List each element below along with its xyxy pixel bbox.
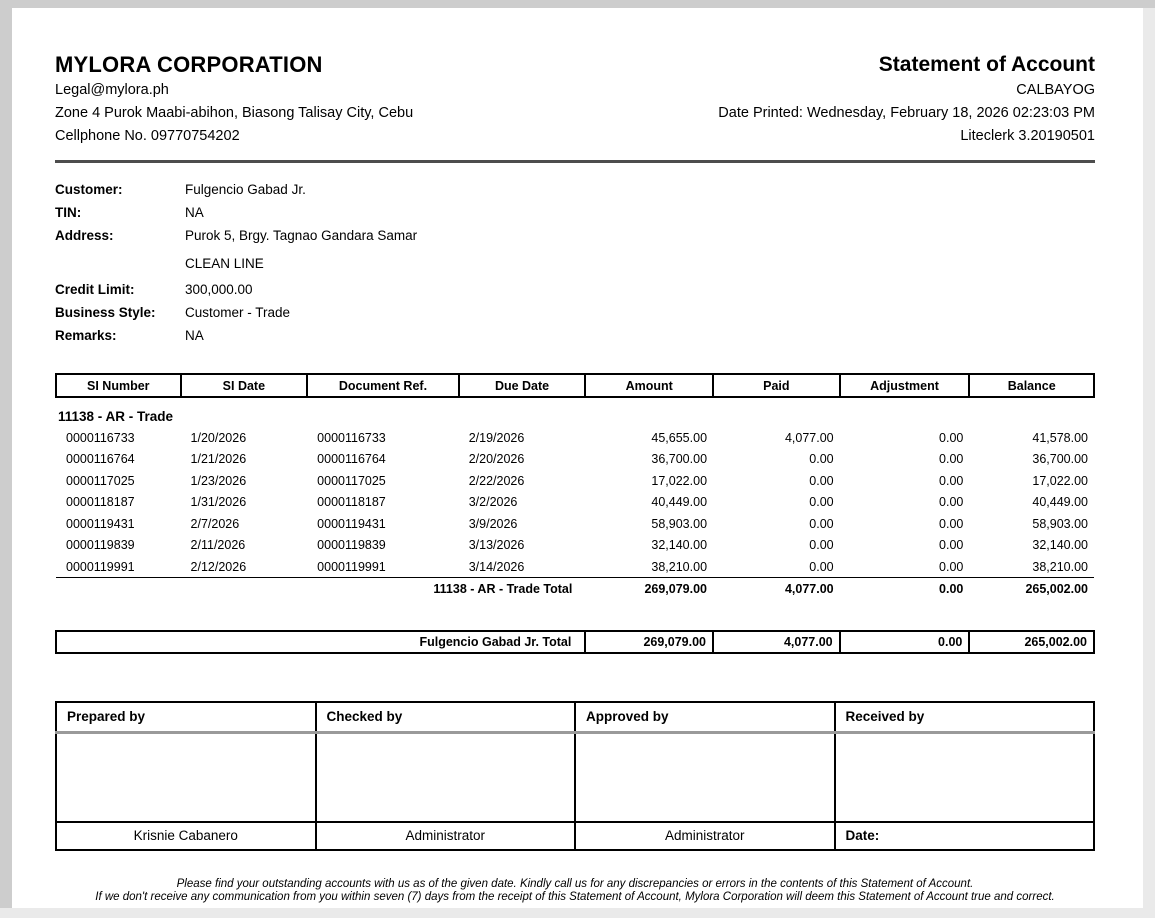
cell-amount: 38,210.00 xyxy=(651,559,708,574)
cell-due-date: 3/9/2026 xyxy=(468,516,518,531)
customer-info-block xyxy=(55,180,1095,346)
report-title: Statement of Account xyxy=(878,53,1095,76)
customer-total-paid: 4,077.00 xyxy=(713,631,840,653)
footer-line-1: Please find your outstanding accounts with us as of the given date. Kindly call us for any discrepancies or errors in the contents of this Statement of Account. xyxy=(176,877,974,890)
cell-si-date: 2/11/2026 xyxy=(190,538,246,553)
cell-adjustment: 0.00 xyxy=(939,473,964,488)
cell-balance: 36,700.00 xyxy=(1032,452,1088,467)
cell-due-date: 3/14/2026 xyxy=(468,559,525,574)
cell-paid: 0.00 xyxy=(809,495,834,510)
prepared-by-header: Prepared by xyxy=(56,702,316,733)
group-total-row xyxy=(56,578,1094,601)
address-label: Address: xyxy=(55,228,114,243)
col-header-amount: Amount xyxy=(585,374,713,397)
group-total-label: 11138 - AR - Trade Total xyxy=(56,578,585,601)
cell-si-date: 2/7/2026 xyxy=(190,516,240,531)
customer-total-row xyxy=(56,631,1094,653)
cell-balance: 40,449.00 xyxy=(1032,495,1088,510)
company-address: Zone 4 Purok Maabi-abihon, Biasong Talisay City, Cebu xyxy=(55,105,414,121)
credit-limit-row xyxy=(55,280,1095,300)
remarks-row xyxy=(55,326,1095,346)
report-date-printed: Date Printed: Wednesday, February 18, 2026 02:23:03 PM xyxy=(718,105,1095,121)
spacer-row xyxy=(56,601,1094,631)
cell-document-ref: 0000116764 xyxy=(317,452,386,467)
customer-total-label: Fulgencio Gabad Jr. Total xyxy=(56,631,585,653)
cell-adjustment: 0.00 xyxy=(939,538,964,553)
cell-paid: 4,077.00 xyxy=(784,430,834,445)
signature-space-row xyxy=(56,733,1094,822)
cell-si-date: 1/20/2026 xyxy=(190,430,247,445)
checked-by-signature-area xyxy=(316,733,576,822)
cell-balance: 41,578.00 xyxy=(1032,430,1088,445)
cell-balance: 32,140.00 xyxy=(1032,538,1088,553)
group-label-row xyxy=(56,397,1094,427)
cell-adjustment: 0.00 xyxy=(939,452,964,467)
cell-due-date: 3/13/2026 xyxy=(468,538,525,553)
cell-balance: 38,210.00 xyxy=(1032,559,1088,574)
business-style-value: Customer - Trade xyxy=(185,305,291,320)
table-row xyxy=(56,449,1094,471)
group-total-amount: 269,079.00 xyxy=(585,578,713,601)
address-line2-label xyxy=(55,254,185,274)
customer-value: Fulgencio Gabad Jr. xyxy=(185,182,306,197)
remarks-value: NA xyxy=(185,328,204,343)
group-total-paid: 4,077.00 xyxy=(713,578,840,601)
footer-line-2: If we don't receive any communication from you within seven (7) days from the receipt of this Statement of Account, Mylora Corporation will deem this Statement of Account true and correct. xyxy=(95,891,1055,903)
cell-amount: 58,903.00 xyxy=(651,516,708,531)
cell-paid: 0.00 xyxy=(809,473,834,488)
cell-paid: 0.00 xyxy=(809,452,834,467)
cell-document-ref: 0000119839 xyxy=(317,538,386,553)
cell-due-date: 3/2/2026 xyxy=(468,495,518,510)
document-header xyxy=(55,51,1095,148)
col-header-adjustment: Adjustment xyxy=(840,374,970,397)
table-row xyxy=(56,492,1094,514)
table-row xyxy=(56,470,1094,492)
cell-adjustment: 0.00 xyxy=(939,495,964,510)
company-name: MYLORA CORPORATION xyxy=(55,52,323,77)
credit-limit-value: 300,000.00 xyxy=(185,282,253,297)
cell-amount: 40,449.00 xyxy=(651,495,708,510)
tin-value: NA xyxy=(185,205,204,220)
cell-balance: 58,903.00 xyxy=(1032,516,1088,531)
business-style-label: Business Style: xyxy=(55,305,156,320)
cell-si-number: 0000119839 xyxy=(66,538,135,553)
company-block xyxy=(55,51,413,148)
address-line2-value: CLEAN LINE xyxy=(185,256,264,271)
cell-document-ref: 0000116733 xyxy=(317,430,386,445)
signature-table xyxy=(55,701,1095,851)
signature-header-row xyxy=(56,702,1094,733)
cell-si-number: 0000119991 xyxy=(66,559,135,574)
address-value: Purok 5, Brgy. Tagnao Gandara Samar xyxy=(185,228,418,243)
customer-total-adjustment: 0.00 xyxy=(840,631,970,653)
approved-by-name: Administrator xyxy=(575,822,835,850)
company-phone: Cellphone No. 09770754202 xyxy=(55,128,240,144)
customer-total-balance: 265,002.00 xyxy=(969,631,1094,653)
tin-label: TIN: xyxy=(55,205,82,220)
received-by-signature-area xyxy=(835,733,1095,822)
address-line2-row xyxy=(55,254,1095,274)
cell-due-date: 2/19/2026 xyxy=(468,430,525,445)
group-total-adjustment: 0.00 xyxy=(840,578,970,601)
received-by-header: Received by xyxy=(835,702,1095,733)
signature-names-row xyxy=(56,822,1094,850)
accounts-table xyxy=(55,373,1095,654)
col-header-si-date: SI Date xyxy=(181,374,308,397)
cell-adjustment: 0.00 xyxy=(939,516,964,531)
page-content xyxy=(12,8,1143,905)
address-row xyxy=(55,226,1095,246)
report-software-version: Liteclerk 3.20190501 xyxy=(960,128,1095,144)
customer-label: Customer: xyxy=(55,182,123,197)
date-label: Date: xyxy=(835,822,1095,850)
cell-document-ref: 0000118187 xyxy=(317,495,386,510)
cell-si-date: 1/21/2026 xyxy=(190,452,247,467)
cell-si-date: 1/31/2026 xyxy=(190,495,247,510)
document-page xyxy=(12,8,1143,908)
cell-si-number: 0000116764 xyxy=(66,452,135,467)
cell-adjustment: 0.00 xyxy=(939,430,964,445)
tin-row xyxy=(55,203,1095,223)
table-row xyxy=(56,513,1094,535)
col-header-si-number: SI Number xyxy=(56,374,181,397)
viewer-margin-top xyxy=(0,0,1155,8)
cell-si-number: 0000117025 xyxy=(66,473,135,488)
group-total-balance: 265,002.00 xyxy=(969,578,1094,601)
cell-paid: 0.00 xyxy=(809,516,834,531)
table-row xyxy=(56,427,1094,449)
accounts-table-header xyxy=(56,374,1094,397)
checked-by-name: Administrator xyxy=(316,822,576,850)
cell-si-date: 2/12/2026 xyxy=(190,559,247,574)
cell-amount: 45,655.00 xyxy=(651,430,708,445)
cell-amount: 36,700.00 xyxy=(651,452,708,467)
customer-total-amount: 269,079.00 xyxy=(585,631,713,653)
customer-row xyxy=(55,180,1095,200)
cell-paid: 0.00 xyxy=(809,559,834,574)
report-block xyxy=(718,51,1095,148)
cell-adjustment: 0.00 xyxy=(939,559,964,574)
table-row xyxy=(56,535,1094,557)
col-header-balance: Balance xyxy=(969,374,1094,397)
report-branch: CALBAYOG xyxy=(1016,82,1095,98)
cell-paid: 0.00 xyxy=(809,538,834,553)
cell-si-number: 0000116733 xyxy=(66,430,135,445)
table-row xyxy=(56,556,1094,578)
cell-amount: 32,140.00 xyxy=(651,538,708,553)
cell-balance: 17,022.00 xyxy=(1032,473,1088,488)
company-email: Legal@mylora.ph xyxy=(55,82,169,98)
viewer-margin-left xyxy=(0,0,12,908)
cell-document-ref: 0000119431 xyxy=(317,516,386,531)
prepared-by-name: Krisnie Cabanero xyxy=(56,822,316,850)
cell-si-number: 0000118187 xyxy=(66,495,135,510)
approved-by-header: Approved by xyxy=(575,702,835,733)
group-label: 11138 - AR - Trade xyxy=(58,409,174,424)
cell-amount: 17,022.00 xyxy=(651,473,708,488)
col-header-paid: Paid xyxy=(713,374,840,397)
col-header-document-ref: Document Ref. xyxy=(307,374,459,397)
cell-document-ref: 0000117025 xyxy=(317,473,386,488)
cell-si-date: 1/23/2026 xyxy=(190,473,247,488)
prepared-by-signature-area xyxy=(56,733,316,822)
approved-by-signature-area xyxy=(575,733,835,822)
header-divider xyxy=(55,160,1095,163)
business-style-row xyxy=(55,303,1095,323)
document-footer xyxy=(55,878,1095,905)
cell-document-ref: 0000119991 xyxy=(317,559,386,574)
remarks-label: Remarks: xyxy=(55,328,117,343)
credit-limit-label: Credit Limit: xyxy=(55,282,135,297)
cell-due-date: 2/22/2026 xyxy=(468,473,525,488)
cell-si-number: 0000119431 xyxy=(66,516,135,531)
col-header-due-date: Due Date xyxy=(459,374,586,397)
cell-due-date: 2/20/2026 xyxy=(468,452,525,467)
checked-by-header: Checked by xyxy=(316,702,576,733)
